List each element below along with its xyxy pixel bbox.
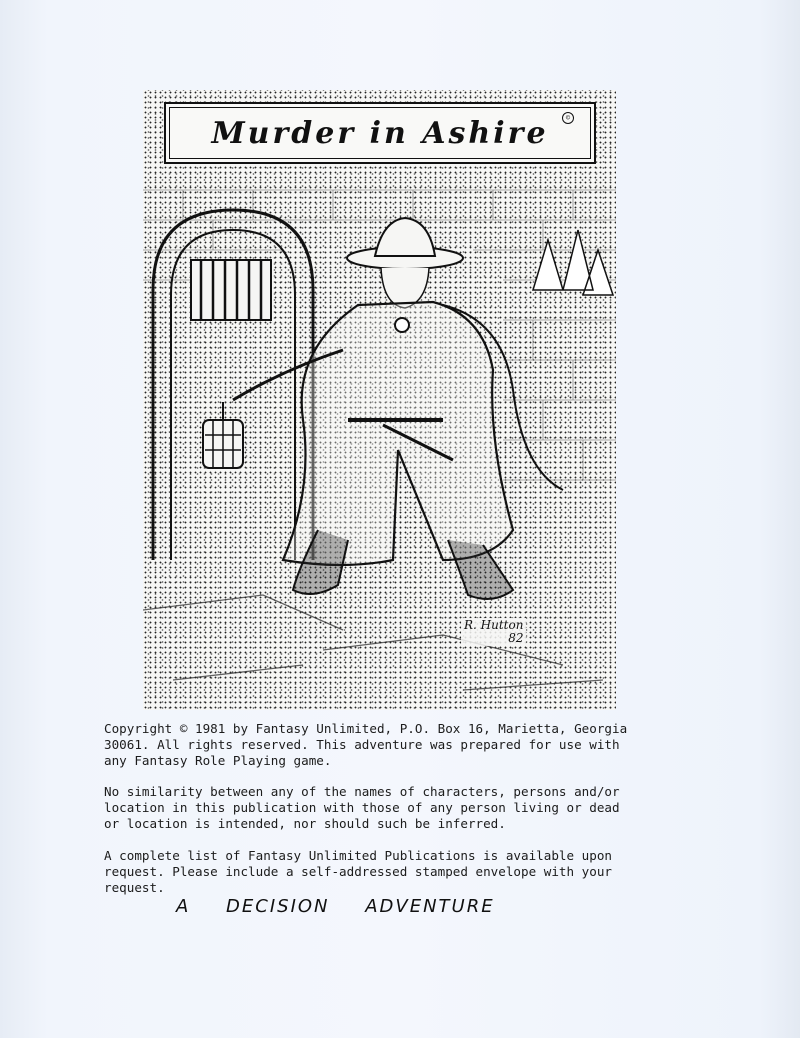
cover-title: Murder in Ashire (211, 115, 549, 151)
publications-paragraph: A complete list of Fantasy Unlimited Publications is available upon request. Please include a self-addressed stamped envelope with your request. (104, 848, 612, 895)
artist-signature (461, 618, 526, 646)
disclaimer-paragraph: No similarity between any of the names of characters, persons and/or location in this publication with those of any person living or dead or location is intended, nor should such be inferred. (104, 784, 620, 831)
handwritten-note: A DECISION ADVENTURE (176, 896, 495, 917)
title-banner (164, 102, 596, 164)
copyright-paragraph: Copyright © 1981 by Fantasy Unlimited, P.O. Box 16, Marietta, Georgia 30061. All rights reserved. This adventure was prepared for use with any Fantasy Role Playing game. (104, 721, 628, 768)
stippled-drawing (143, 90, 616, 710)
signature-year: 82 (508, 631, 524, 645)
copyright-symbol: © (562, 112, 574, 124)
cover-illustration (143, 90, 616, 710)
signature-name: R. Hutton (464, 618, 524, 632)
